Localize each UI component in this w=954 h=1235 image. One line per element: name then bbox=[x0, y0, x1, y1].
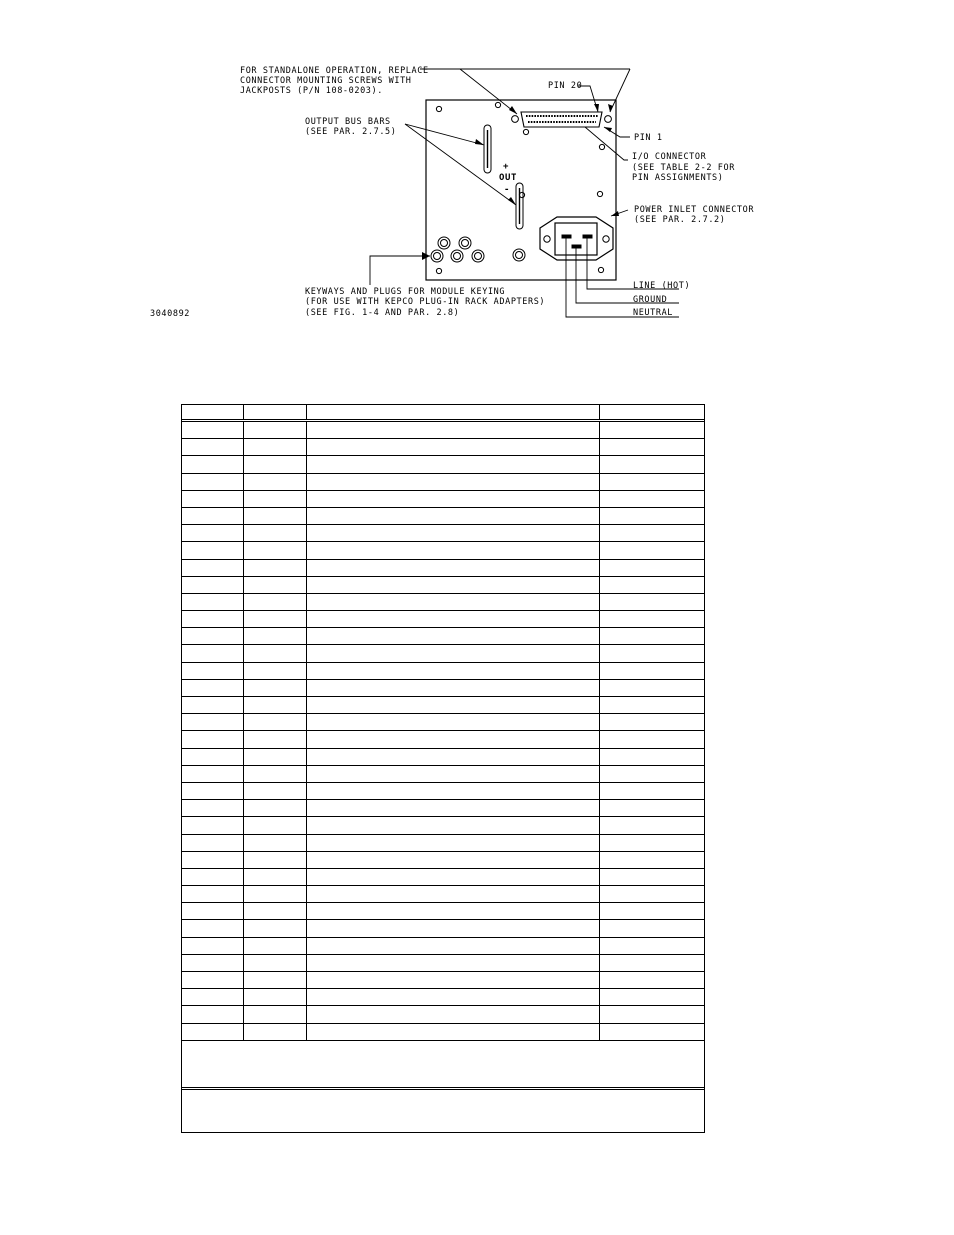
table-row bbox=[182, 1023, 704, 1040]
table-cell bbox=[599, 593, 704, 610]
table-row bbox=[182, 542, 704, 559]
table-cell bbox=[306, 731, 599, 748]
table-cell bbox=[243, 1006, 306, 1023]
table-body bbox=[182, 405, 704, 1041]
table-cell bbox=[243, 800, 306, 817]
table-cell bbox=[243, 490, 306, 507]
table-cell bbox=[243, 542, 306, 559]
table-header-row bbox=[182, 405, 704, 421]
table-cell bbox=[182, 903, 243, 920]
table-cell bbox=[306, 697, 599, 714]
table-cell bbox=[306, 473, 599, 490]
table-cell bbox=[306, 954, 599, 971]
table-cell bbox=[243, 954, 306, 971]
table-row bbox=[182, 868, 704, 885]
table-cell bbox=[182, 439, 243, 456]
table-cell bbox=[243, 628, 306, 645]
table-cell bbox=[306, 439, 599, 456]
table-cell bbox=[599, 714, 704, 731]
power-inlet-connector-icon bbox=[540, 217, 613, 260]
pin-20-label: PIN 20 bbox=[548, 81, 583, 91]
keying-plugs-icon bbox=[431, 237, 525, 262]
table-cell bbox=[243, 782, 306, 799]
table-cell bbox=[182, 834, 243, 851]
mounting-hole bbox=[597, 191, 602, 196]
table-row bbox=[182, 851, 704, 868]
table-cell bbox=[306, 1006, 599, 1023]
table-cell bbox=[243, 868, 306, 885]
keyways-label: KEYWAYS AND PLUGS FOR MODULE KEYING bbox=[305, 287, 506, 297]
table-cell bbox=[306, 886, 599, 903]
table-cell bbox=[243, 611, 306, 628]
table-row bbox=[182, 576, 704, 593]
table-cell bbox=[243, 439, 306, 456]
io-connector-ref-line-1: (SEE TABLE 2-2 FOR bbox=[632, 163, 735, 173]
pin-1-label: PIN 1 bbox=[634, 133, 663, 143]
table-cell bbox=[306, 456, 599, 473]
table-row bbox=[182, 1006, 704, 1023]
table-cell bbox=[243, 748, 306, 765]
neutral-label: NEUTRAL bbox=[633, 308, 674, 318]
keyways-note: (FOR USE WITH KEPCO PLUG-IN RACK ADAPTERS) bbox=[305, 297, 546, 307]
table-cell bbox=[599, 851, 704, 868]
table-cell bbox=[182, 920, 243, 937]
table-cell bbox=[599, 628, 704, 645]
output-out-label: OUT bbox=[499, 173, 518, 183]
table-cell bbox=[306, 507, 599, 524]
table-row bbox=[182, 989, 704, 1006]
table-cell bbox=[182, 473, 243, 490]
table-cell bbox=[243, 421, 306, 439]
table-cell bbox=[306, 645, 599, 662]
table-cell bbox=[306, 989, 599, 1006]
table-cell bbox=[599, 886, 704, 903]
table-cell bbox=[599, 1023, 704, 1040]
table-cell bbox=[182, 868, 243, 885]
table-cell bbox=[306, 490, 599, 507]
table-row bbox=[182, 972, 704, 989]
table-cell bbox=[243, 593, 306, 610]
table-cell bbox=[243, 576, 306, 593]
table-cell bbox=[243, 817, 306, 834]
table-cell bbox=[306, 611, 599, 628]
output-plus-label: + bbox=[503, 162, 510, 172]
table-cell bbox=[182, 765, 243, 782]
table-row bbox=[182, 903, 704, 920]
table-cell bbox=[243, 456, 306, 473]
table-cell bbox=[243, 1023, 306, 1040]
table-cell bbox=[182, 611, 243, 628]
table-cell bbox=[243, 920, 306, 937]
table-cell bbox=[306, 937, 599, 954]
standalone-note-line-1: FOR STANDALONE OPERATION, REPLACE bbox=[240, 66, 429, 76]
table-cell bbox=[182, 1006, 243, 1023]
line-hot-label: LINE (HOT) bbox=[633, 281, 691, 291]
table-cell bbox=[599, 800, 704, 817]
output-minus-label: - bbox=[504, 185, 511, 195]
table-cell bbox=[306, 972, 599, 989]
table-cell bbox=[182, 782, 243, 799]
table-row bbox=[182, 731, 704, 748]
table-cell bbox=[306, 903, 599, 920]
table-row bbox=[182, 679, 704, 696]
table-cell bbox=[182, 628, 243, 645]
table-cell bbox=[599, 421, 704, 439]
table-cell bbox=[182, 989, 243, 1006]
table-cell bbox=[243, 662, 306, 679]
table-cell bbox=[306, 817, 599, 834]
table-cell bbox=[599, 748, 704, 765]
table-row bbox=[182, 593, 704, 610]
table-cell bbox=[182, 576, 243, 593]
table-cell bbox=[599, 679, 704, 696]
table-row bbox=[182, 611, 704, 628]
table-cell bbox=[599, 972, 704, 989]
table-row bbox=[182, 525, 704, 542]
table-cell bbox=[599, 576, 704, 593]
table-note-area bbox=[182, 1087, 704, 1132]
table-cell bbox=[243, 765, 306, 782]
table-cell bbox=[599, 937, 704, 954]
table-cell bbox=[306, 800, 599, 817]
table-cell bbox=[599, 490, 704, 507]
table-cell bbox=[306, 851, 599, 868]
output-bus-bars-ref: (SEE PAR. 2.7.5) bbox=[305, 127, 397, 137]
table-cell bbox=[599, 456, 704, 473]
table-cell bbox=[182, 645, 243, 662]
standalone-note-line-3: JACKPOSTS (P/N 108-0203). bbox=[240, 86, 383, 96]
table-row bbox=[182, 954, 704, 971]
empty-table bbox=[181, 404, 705, 1133]
table-cell bbox=[182, 507, 243, 524]
table-row bbox=[182, 662, 704, 679]
table-cell bbox=[599, 525, 704, 542]
table-cell bbox=[243, 834, 306, 851]
figure-id: 3040892 bbox=[150, 309, 191, 319]
table-cell bbox=[599, 405, 704, 421]
table-cell bbox=[243, 697, 306, 714]
table-row bbox=[182, 456, 704, 473]
table-cell bbox=[306, 834, 599, 851]
table-cell bbox=[599, 697, 704, 714]
table-cell bbox=[182, 714, 243, 731]
table-cell bbox=[243, 989, 306, 1006]
table-row bbox=[182, 714, 704, 731]
table-cell bbox=[243, 679, 306, 696]
table-cell bbox=[599, 782, 704, 799]
table-cell bbox=[182, 1023, 243, 1040]
table-cell bbox=[599, 559, 704, 576]
table-row bbox=[182, 817, 704, 834]
table-cell bbox=[306, 662, 599, 679]
table-cell bbox=[599, 954, 704, 971]
table-cell bbox=[243, 851, 306, 868]
output-bus-bars-label: OUTPUT BUS BARS bbox=[305, 117, 391, 127]
standalone-note-line-2: CONNECTOR MOUNTING SCREWS WITH bbox=[240, 76, 412, 86]
table-cell bbox=[182, 886, 243, 903]
mounting-hole bbox=[598, 267, 603, 272]
table-row bbox=[182, 800, 704, 817]
table-cell bbox=[306, 1023, 599, 1040]
mounting-hole bbox=[495, 102, 500, 107]
table-row bbox=[182, 920, 704, 937]
table-cell bbox=[599, 662, 704, 679]
table-cell bbox=[182, 954, 243, 971]
table-cell bbox=[599, 834, 704, 851]
table-cell bbox=[243, 937, 306, 954]
table-cell bbox=[306, 525, 599, 542]
table-cell bbox=[599, 765, 704, 782]
table-row bbox=[182, 697, 704, 714]
table-cell bbox=[599, 731, 704, 748]
table-cell bbox=[243, 525, 306, 542]
table-cell bbox=[599, 473, 704, 490]
table-row bbox=[182, 490, 704, 507]
io-connector-icon bbox=[512, 112, 612, 127]
table-cell bbox=[182, 748, 243, 765]
table-cell bbox=[182, 405, 243, 421]
table-row bbox=[182, 748, 704, 765]
rear-panel-diagram bbox=[0, 0, 954, 330]
table-cell bbox=[182, 593, 243, 610]
table-cell bbox=[306, 542, 599, 559]
table-cell bbox=[243, 473, 306, 490]
table-cell bbox=[243, 886, 306, 903]
table-cell bbox=[243, 405, 306, 421]
table-cell bbox=[182, 662, 243, 679]
table-cell bbox=[599, 611, 704, 628]
table-row bbox=[182, 782, 704, 799]
table-cell bbox=[306, 714, 599, 731]
table-cell bbox=[599, 868, 704, 885]
mounting-hole bbox=[436, 106, 441, 111]
table-cell bbox=[243, 714, 306, 731]
table-row bbox=[182, 507, 704, 524]
table-cell bbox=[243, 731, 306, 748]
table-cell bbox=[182, 421, 243, 439]
table-cell bbox=[306, 920, 599, 937]
table-cell bbox=[306, 782, 599, 799]
table-row bbox=[182, 559, 704, 576]
table-cell bbox=[599, 507, 704, 524]
table-cell bbox=[599, 1006, 704, 1023]
table-cell bbox=[599, 817, 704, 834]
table-cell bbox=[599, 645, 704, 662]
table-row bbox=[182, 834, 704, 851]
table-cell bbox=[306, 628, 599, 645]
mounting-hole bbox=[436, 268, 441, 273]
table-cell bbox=[182, 559, 243, 576]
power-inlet-ref: (SEE PAR. 2.7.2) bbox=[634, 215, 726, 225]
table-cell bbox=[306, 593, 599, 610]
table-cell bbox=[243, 903, 306, 920]
table-cell bbox=[182, 679, 243, 696]
table-row bbox=[182, 765, 704, 782]
power-inlet-label: POWER INLET CONNECTOR bbox=[634, 205, 755, 215]
mounting-hole bbox=[523, 129, 528, 134]
table-cell bbox=[599, 989, 704, 1006]
table-cell bbox=[182, 697, 243, 714]
table-row bbox=[182, 628, 704, 645]
table-cell bbox=[306, 765, 599, 782]
keyways-ref: (SEE FIG. 1-4 AND PAR. 2.8) bbox=[305, 308, 460, 318]
table-row bbox=[182, 937, 704, 954]
table-cell bbox=[182, 937, 243, 954]
table-cell bbox=[182, 490, 243, 507]
table-cell bbox=[243, 559, 306, 576]
table-cell bbox=[182, 456, 243, 473]
table-cell bbox=[182, 542, 243, 559]
table-cell bbox=[599, 439, 704, 456]
table-cell bbox=[599, 903, 704, 920]
table-row bbox=[182, 473, 704, 490]
table-cell bbox=[243, 972, 306, 989]
table-cell bbox=[306, 679, 599, 696]
table-cell bbox=[182, 972, 243, 989]
table-cell bbox=[182, 851, 243, 868]
table-row bbox=[182, 645, 704, 662]
table-cell bbox=[243, 645, 306, 662]
table-cell bbox=[182, 731, 243, 748]
table-cell bbox=[306, 868, 599, 885]
io-connector-label: I/O CONNECTOR bbox=[632, 152, 707, 162]
ground-label: GROUND bbox=[633, 295, 668, 305]
table-cell bbox=[599, 920, 704, 937]
table-cell bbox=[182, 800, 243, 817]
mounting-hole bbox=[599, 144, 604, 149]
table-cell bbox=[599, 542, 704, 559]
table-cell bbox=[306, 421, 599, 439]
table-row bbox=[182, 886, 704, 903]
table-cell bbox=[182, 817, 243, 834]
table-cell bbox=[306, 576, 599, 593]
io-connector-ref-line-2: PIN ASSIGNMENTS) bbox=[632, 173, 724, 183]
table-cell bbox=[182, 525, 243, 542]
table-row bbox=[182, 439, 704, 456]
table-cell bbox=[306, 748, 599, 765]
table-row bbox=[182, 421, 704, 439]
table-cell bbox=[306, 405, 599, 421]
table-cell bbox=[243, 507, 306, 524]
table-cell bbox=[306, 559, 599, 576]
